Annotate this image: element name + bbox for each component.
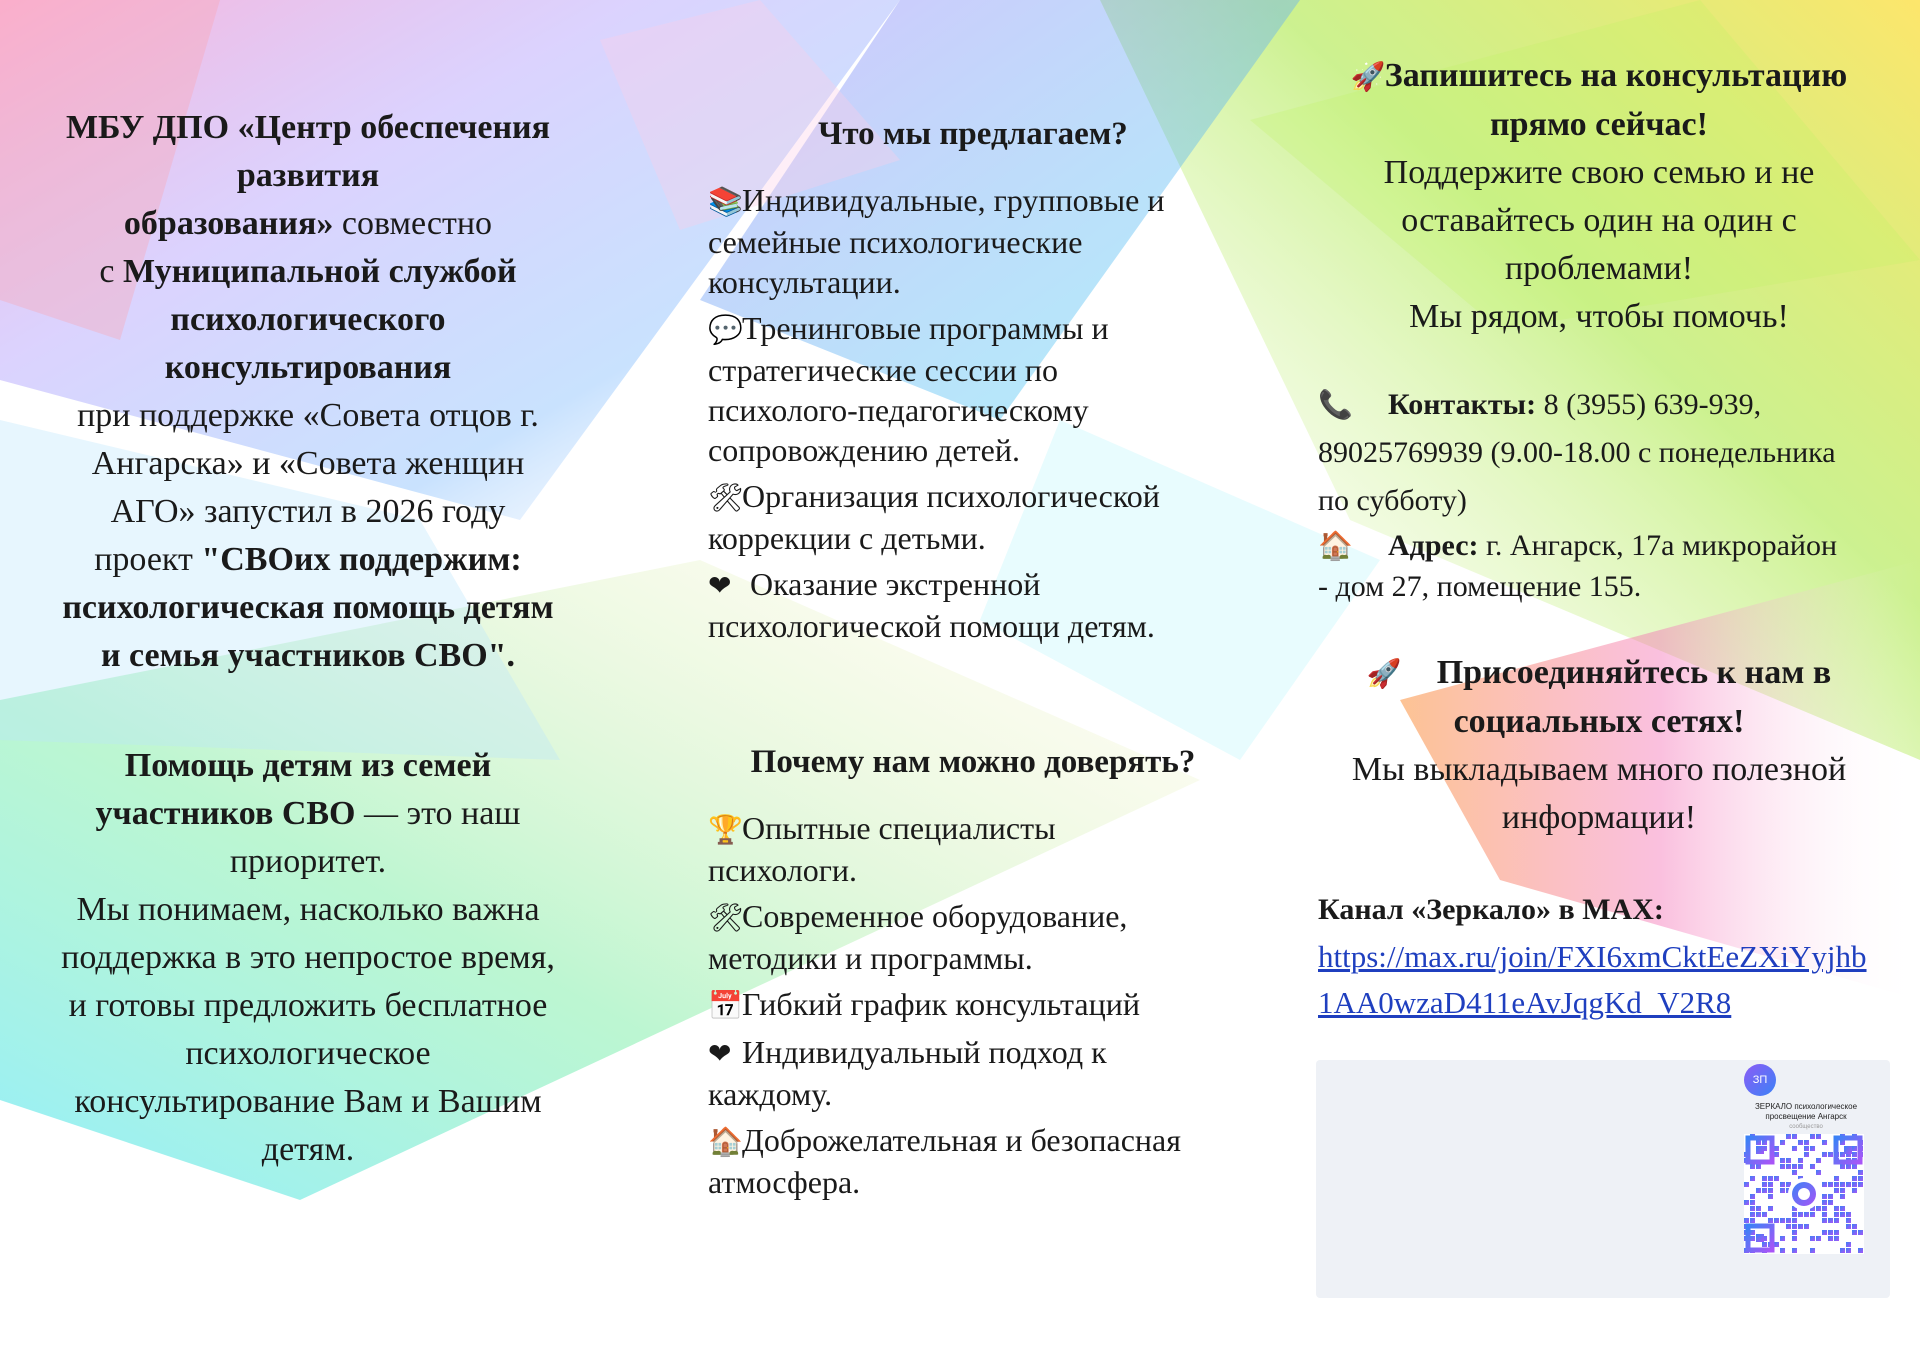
speech-bubble-icon: 💬 xyxy=(708,313,743,346)
signup-text-line3: проблемами! xyxy=(1504,250,1694,287)
trust-item-text: методики и программы. xyxy=(708,940,1033,976)
offer-item-line xyxy=(708,430,1238,470)
channel-avatar: ЗП xyxy=(1744,1064,1776,1096)
trust-item-line xyxy=(708,896,1238,938)
org-name-line2: развития xyxy=(236,157,380,194)
offer-item-line xyxy=(708,606,1238,646)
qr-card xyxy=(1316,1060,1890,1298)
signup-heading-line2: прямо сейчас! xyxy=(1490,106,1708,143)
trust-item-line xyxy=(708,938,1238,978)
contacts-line3: по субботу) xyxy=(1318,484,1467,517)
address-label: Адрес: xyxy=(1388,529,1479,562)
offer-item-text: стратегические сессии по xyxy=(708,352,1058,388)
trophy-icon: 🏆 xyxy=(708,813,743,846)
contacts-line1 xyxy=(1318,381,1880,429)
offer-item-text: Оказание экстренной xyxy=(742,566,1041,602)
trust-item-text: Современное оборудование, xyxy=(742,898,1128,934)
books-icon: 📚 xyxy=(708,185,743,218)
home-icon: 🏠 xyxy=(708,1125,743,1158)
org-name-line1: МБУ ДПО «Центр обеспечения xyxy=(65,109,551,146)
offer-item xyxy=(708,308,1238,470)
offer-item xyxy=(708,180,1238,302)
together-text: совместно xyxy=(333,205,493,242)
service-line1 xyxy=(38,248,578,296)
address-value: г. Ангарск, 17а микрорайон xyxy=(1478,529,1838,562)
trust-item xyxy=(708,808,1238,890)
signup-heading-line1: 🚀Запишитесь на консультацию xyxy=(1318,52,1880,101)
trust-item-line xyxy=(708,1162,1238,1202)
offer-item-text: консультации. xyxy=(708,264,901,300)
trust-list xyxy=(708,808,1238,1202)
signup-text-line1: Поддержите свою семью и не xyxy=(1383,154,1815,191)
join-heading-line2: социальных сетях! xyxy=(1453,703,1745,740)
offer-item-line xyxy=(708,476,1238,518)
rocket-icon: 🚀 xyxy=(1350,60,1386,93)
heart-icon: ❤ xyxy=(708,569,732,602)
offers-heading: Что мы предлагаем? xyxy=(818,116,1128,152)
trust-item-text: атмосфера. xyxy=(708,1164,861,1200)
project-line2: психологическая помощь детям xyxy=(62,589,554,626)
offer-item-text: семейные психологические xyxy=(708,224,1083,260)
heart-icon: ❤ xyxy=(708,1037,732,1070)
offer-item-text: психолого-педагогическому xyxy=(708,392,1089,428)
trust-item xyxy=(708,1120,1238,1202)
calendar-icon: 📅 xyxy=(708,989,743,1022)
phone-icon: 📞 xyxy=(1318,388,1353,421)
channel-label: Канал «Зеркало» в MAX: xyxy=(1318,893,1664,926)
offer-item-text: сопровождению детей. xyxy=(708,432,1020,468)
help-heading-rest: — это наш xyxy=(355,795,521,832)
offers-column xyxy=(708,0,1238,1208)
offer-item-line xyxy=(708,390,1238,430)
project-name-1: "СВОих поддержим: xyxy=(201,541,522,578)
service-name-1: Муниципальной службой xyxy=(122,253,517,290)
trust-item-line xyxy=(708,808,1238,850)
trust-item-line xyxy=(708,850,1238,890)
contacts-phone: 8 (3955) 639-939, xyxy=(1536,388,1762,421)
qr-title-1: ЗЕРКАЛО психологическое xyxy=(1754,1102,1858,1111)
trust-item-text: Опытные специалисты xyxy=(742,810,1056,846)
help-heading-line1: Помощь детям из семей xyxy=(124,747,492,784)
service-line3: консультирования xyxy=(164,349,452,386)
trust-item-text: каждому. xyxy=(708,1076,833,1112)
offer-item-text: Организация психологической xyxy=(742,478,1160,514)
contacts-label: Контакты: xyxy=(1388,388,1537,421)
offer-item-line xyxy=(708,222,1238,262)
trust-item-line xyxy=(708,1074,1238,1114)
trust-item-line xyxy=(708,1032,1238,1074)
trust-item-text: Доброжелательная и безопасная xyxy=(742,1122,1181,1158)
qr-code xyxy=(1744,1134,1864,1254)
contacts-block xyxy=(1318,381,1880,607)
qr-title-2: просвещение Ангарск xyxy=(1765,1112,1847,1121)
offer-item-line xyxy=(708,262,1238,302)
trust-item xyxy=(708,1032,1238,1114)
tools-icon: 🛠 xyxy=(708,481,744,514)
support-line1: при поддержке «Совета отцов г. xyxy=(77,397,539,434)
project-line3: и семья участников СВО". xyxy=(100,637,516,674)
offer-item xyxy=(708,476,1238,558)
offer-item xyxy=(708,564,1238,646)
help-para-line5: консультирование Вам и Вашим xyxy=(74,1083,542,1120)
channel-link[interactable]: https://max.ru/join/FXI6xmCktEeZXiYyjhb1AA0wzaD411eAvJqgKd_V2R8 xyxy=(1318,939,1867,1020)
trust-item-text: Гибкий график консультаций xyxy=(742,986,1140,1022)
offer-item-line xyxy=(708,564,1238,606)
qr-caption xyxy=(1736,1102,1876,1132)
address-line2: - дом 27, помещение 155. xyxy=(1318,570,1642,603)
offers-list xyxy=(708,180,1238,646)
service-line2: психологического xyxy=(170,301,446,338)
home-icon: 🏠 xyxy=(1318,529,1353,562)
help-para-line1: Мы понимаем, насколько важна xyxy=(76,891,540,928)
trust-item xyxy=(708,896,1238,978)
help-para-line3: и готовы предложить бесплатное xyxy=(68,987,548,1024)
address-line1 xyxy=(1318,525,1880,567)
offer-item-line xyxy=(708,308,1238,350)
help-para-line2: поддержка в это непростое время, xyxy=(61,939,555,976)
join-heading-line1: 🚀 Присоединяйтесь к нам в xyxy=(1318,649,1880,698)
contacts-line2: 89025769939 (9.00-18.00 с понедельника xyxy=(1318,436,1836,469)
offer-item-text: Индивидуальные, групповые и xyxy=(742,182,1165,218)
with-text: с xyxy=(99,253,123,290)
help-heading-line2 xyxy=(38,790,578,838)
rocket-icon: 🚀 xyxy=(1366,657,1402,690)
help-para-line4: психологическое xyxy=(185,1035,431,1072)
contacts-column xyxy=(1318,0,1880,1026)
help-heading-bold: участников СВО xyxy=(95,795,356,832)
join-text-line2: информации! xyxy=(1501,799,1697,836)
trust-heading: Почему нам можно доверять? xyxy=(750,744,1196,780)
support-line2: Ангарска» и «Совета женщин xyxy=(91,445,525,482)
trust-item-line xyxy=(708,1120,1238,1162)
signup-text-line2: оставайтесь один на один с xyxy=(1401,202,1797,239)
signup-text-line4: Мы рядом, чтобы помочь! xyxy=(1409,298,1789,335)
offer-item-line xyxy=(708,180,1238,222)
trust-item-line xyxy=(708,984,1238,1026)
offer-item-text: психологической помощи детям. xyxy=(708,608,1155,644)
org-name-end: образования» xyxy=(123,205,334,242)
offer-item-text: коррекции с детьми. xyxy=(708,520,986,556)
org-name-line3 xyxy=(38,200,578,248)
qr-subtitle: сообщество xyxy=(1789,1124,1823,1130)
help-para-line6: детям. xyxy=(261,1131,355,1168)
join-text-line1: Мы выкладываем много полезной xyxy=(1351,751,1847,788)
tools-icon: 🛠 xyxy=(708,901,744,934)
project-line1 xyxy=(38,536,578,584)
project-prefix: проект xyxy=(94,541,202,578)
offer-item-line xyxy=(708,518,1238,558)
trust-item-text: Индивидуальный подход к xyxy=(742,1034,1107,1070)
intro-column xyxy=(38,0,578,1174)
support-line3: АГО» запустил в 2026 году xyxy=(110,493,506,530)
offer-item-line xyxy=(708,350,1238,390)
help-heading-line3: приоритет. xyxy=(229,843,387,880)
offer-item-text: Тренинговые программы и xyxy=(742,310,1109,346)
channel-block xyxy=(1318,886,1880,1026)
trust-item xyxy=(708,984,1238,1026)
trust-item-text: психологи. xyxy=(708,852,858,888)
